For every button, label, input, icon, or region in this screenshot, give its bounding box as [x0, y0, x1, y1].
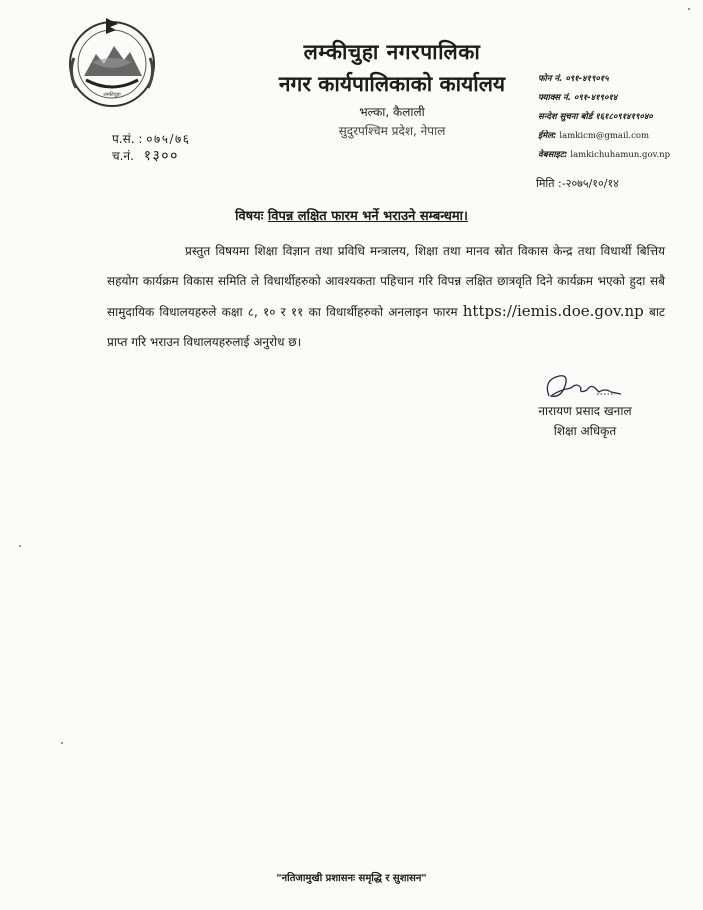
email-label: ईमेल:	[538, 131, 557, 141]
svg-text:लम्कीचुहा: लम्कीचुहा	[103, 92, 121, 98]
iemis-url-link[interactable]: https://iemis.doe.gov.np	[462, 302, 644, 320]
email-row	[538, 127, 700, 146]
body-text-part1: प्रस्तुत विषयमा शिक्षा विज्ञान तथा प्रविधि मन्त्रालय, शिक्षा तथा मानव स्रोत विकास केन्द्र तथा विधार्थी बित्तिय सहयोग कार्यक्रम विकास समिति ले विधार्थीहरुको आवश्यकता पहिचान गरि विपन्न लक्षित छात्रवृति दिने कार्यक्रम भएको हुदा सबै सामुदायिक विधालयहरुले कक्षा ८, १० र ११ का विधार्थीहरुको अनलाइन फारम	[107, 244, 665, 319]
patra-sankhya	[112, 131, 191, 148]
website-label: वेबसाइट:	[538, 150, 568, 160]
nepal-emblem-logo	[66, 14, 158, 110]
signatory-name: नारायण प्रसाद खनाल	[538, 404, 632, 418]
letter-date: मिति :-२०७५/१०/१४	[536, 177, 619, 190]
signatory-title: शिक्षा अधिकृत	[553, 424, 617, 438]
address-line-2: सुदुरपश्चिम प्रदेश, नेपाल	[338, 124, 446, 138]
chalani-value: १३००	[143, 148, 179, 164]
scan-speck	[61, 742, 63, 744]
chalani-number	[112, 148, 191, 165]
subject-label: विषयः	[235, 209, 264, 224]
sms-board-number: सन्देश सुचना बोर्ड १६१८०९१४१९०४०	[538, 112, 653, 122]
patra-value: ०७५/७६	[146, 132, 191, 146]
scan-speck	[688, 8, 690, 10]
subject-text: विपन्न लक्षित फारम भर्ने भराउने सम्बन्धमा।	[267, 209, 468, 224]
reference-block	[112, 131, 191, 165]
contact-block	[538, 70, 700, 165]
website-row	[538, 146, 700, 165]
email-address: lamkicm@gmail.com	[559, 131, 650, 141]
address-line-1: भल्का, कैलाली	[359, 105, 425, 119]
website-address: lamkichuhamun.gov.np	[570, 150, 671, 160]
scan-speck	[19, 545, 21, 547]
office-name: नगर कार्यपालिकाको कार्यालय	[278, 72, 506, 96]
footer-motto: "नतिजामुखी प्रशासनः समृद्धि र सुशासन"	[276, 873, 427, 884]
municipality-name: लम्कीचुहा नगरपालिका	[303, 40, 481, 64]
letter-body	[107, 236, 665, 357]
subject-line	[0, 206, 703, 224]
fax-number: फ्याक्स नं. ०९१-४१९०१४	[538, 93, 618, 103]
chalani-label: च.नं.	[112, 149, 134, 163]
body-text-part2: बाट प्राप्त गरि भराउन विधालयहरुलाई अनुरोध छ।	[107, 305, 665, 349]
phone-number: फोन नं. ०९१-४१९०१५	[538, 74, 609, 84]
patra-label: प.सं. :	[112, 132, 143, 146]
